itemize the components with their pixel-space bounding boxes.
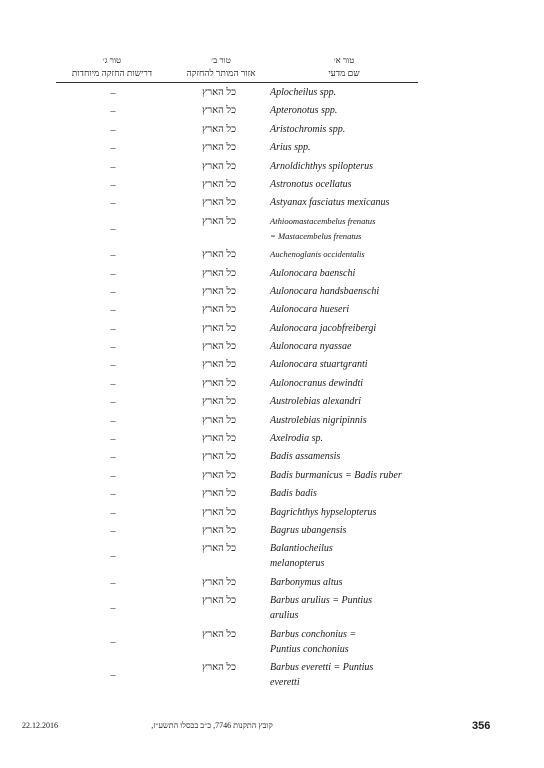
- scientific-name: [270, 505, 430, 520]
- scientific-name-line: Aulonocara jacobfreibergi: [270, 322, 377, 334]
- scientific-name-line: Aulonocara hueseri: [270, 304, 350, 316]
- column-b-title: טור ב׳: [211, 55, 231, 65]
- permitted-area: כל הארץ: [202, 359, 236, 371]
- scientific-name-line: Arius spp.: [270, 142, 311, 154]
- scientific-name-line: Aristochromis spp.: [270, 123, 346, 135]
- permitted-area: כל הארץ: [202, 628, 236, 640]
- special-requirements: –: [110, 124, 116, 136]
- column-b-subtitle: אזור המותר להחזקה: [186, 68, 256, 78]
- table-row: [0, 159, 544, 177]
- scientific-name: [270, 593, 430, 623]
- permitted-area: כל הארץ: [202, 160, 236, 172]
- scientific-name-line: Arnoldichthys spilopterus: [270, 160, 374, 172]
- scientific-name: [270, 627, 430, 657]
- special-requirements: –: [110, 268, 116, 280]
- permitted-area: כל הארץ: [202, 524, 236, 536]
- scientific-name: [270, 195, 430, 210]
- permitted-area: כל הארץ: [202, 249, 236, 261]
- permitted-area: כל הארץ: [202, 197, 236, 209]
- scientific-name-line: = Mastacembelus frenatus: [270, 230, 362, 241]
- permitted-area: כל הארץ: [202, 377, 236, 389]
- table-row: [0, 486, 544, 504]
- permitted-area: כל הארץ: [202, 595, 236, 607]
- scientific-name: [270, 660, 430, 690]
- scientific-name-line: Badis burmanicus = Badis ruber: [270, 469, 402, 481]
- column-a-title: טור א׳: [333, 55, 355, 65]
- table-row: [0, 284, 544, 302]
- table-row: [0, 103, 544, 121]
- permitted-area: כל הארץ: [202, 576, 236, 588]
- scientific-name-line: Aulonocara nyassae: [270, 341, 352, 353]
- permitted-area: כל הארץ: [202, 543, 236, 555]
- scientific-name: [270, 103, 430, 118]
- scientific-name-line: Apteronotus spp.: [270, 105, 338, 117]
- special-requirements: –: [110, 286, 116, 298]
- scientific-name-line: Athioomastacembelus frenatus: [270, 215, 376, 226]
- special-requirements: –: [110, 434, 116, 446]
- special-requirements: –: [110, 161, 116, 173]
- scientific-name: [270, 266, 430, 281]
- table-row: [0, 541, 544, 574]
- permitted-area: כל הארץ: [202, 304, 236, 316]
- permitted-area: כל הארץ: [202, 433, 236, 445]
- table-row: [0, 431, 544, 449]
- permitted-area: כל הארץ: [202, 469, 236, 481]
- table-row: [0, 177, 544, 195]
- scientific-name-line: Barbonymus altus: [270, 576, 343, 588]
- permitted-area: כל הארץ: [202, 142, 236, 154]
- permitted-area: כל הארץ: [202, 661, 236, 673]
- scientific-name: [270, 159, 430, 174]
- scientific-name-line: Bagrichthys hypselopterus: [270, 506, 377, 518]
- table-row: [0, 449, 544, 467]
- scientific-name-line: Aplocheilus spp.: [270, 87, 337, 98]
- special-requirements: –: [110, 143, 116, 155]
- scientific-name: [270, 339, 430, 354]
- scientific-name: [270, 177, 430, 192]
- permitted-area: כל הארץ: [202, 105, 236, 117]
- table-row: [0, 593, 544, 626]
- scientific-name: [270, 85, 430, 100]
- scientific-name-line: Aulonocranus dewindti: [270, 377, 364, 389]
- permitted-area: כל הארץ: [202, 341, 236, 353]
- permitted-area: כל הארץ: [202, 506, 236, 518]
- scientific-name: [270, 122, 430, 137]
- scientific-name-line: Barbus everetti = Puntius: [270, 661, 374, 673]
- scientific-name-line: Aulonocara stuartgranti: [270, 359, 368, 371]
- table-row: [0, 413, 544, 431]
- column-c-subtitle: דרישות החזקה מיוחדות: [71, 68, 153, 78]
- special-requirements: –: [110, 489, 116, 501]
- special-requirements: –: [110, 636, 116, 648]
- table-row: [0, 505, 544, 523]
- permitted-area: כל הארץ: [202, 267, 236, 279]
- special-requirements: –: [110, 250, 116, 262]
- scientific-name: [270, 376, 430, 391]
- table-row: [0, 575, 544, 593]
- scientific-name-line: Bagrus ubangensis: [270, 524, 347, 536]
- special-requirements: –: [110, 342, 116, 354]
- special-requirements: –: [110, 323, 116, 335]
- table-row: [0, 627, 544, 660]
- column-a-subtitle: שם מדעי: [328, 68, 360, 78]
- table-row: [0, 140, 544, 158]
- scientific-name: [270, 413, 430, 428]
- column-a-header: [270, 54, 418, 80]
- scientific-name-line: melanopterus: [270, 558, 325, 570]
- special-requirements: –: [110, 179, 116, 191]
- special-requirements: –: [110, 305, 116, 317]
- scientific-name-line: Barbus arulius = Puntius: [270, 595, 373, 607]
- scientific-name: [270, 284, 430, 299]
- scientific-name-line: Barbus conchonius =: [270, 628, 357, 640]
- scientific-name-line: Astyanax fasciatus mexicanus: [270, 197, 390, 209]
- scientific-name-line: Austrolebias alexandri: [270, 396, 362, 408]
- table-row: [0, 357, 544, 375]
- scientific-name: [270, 140, 430, 155]
- scientific-name-line: Balantiocheilus: [270, 543, 333, 555]
- table-row: [0, 122, 544, 140]
- scientific-name: [270, 302, 430, 317]
- table-row: [0, 376, 544, 394]
- scientific-name-line: arulius: [270, 610, 299, 622]
- special-requirements: –: [110, 360, 116, 372]
- footer-publication: קובץ התקנות 7746, כ״ב בכסלו התשע״ז,: [151, 721, 273, 730]
- special-requirements: –: [110, 88, 116, 99]
- scientific-name: [270, 394, 430, 409]
- special-requirements: –: [110, 198, 116, 210]
- scientific-name: [270, 523, 430, 538]
- table-row: [0, 468, 544, 486]
- scientific-name-line: everetti: [270, 676, 300, 688]
- scientific-name: [270, 468, 430, 483]
- scientific-name-line: Badis badis: [270, 488, 317, 500]
- table-row: [0, 523, 544, 541]
- permitted-area: כל הארץ: [202, 322, 236, 334]
- permitted-area: כל הארץ: [202, 414, 236, 426]
- table-row: [0, 214, 544, 247]
- table-row: [0, 660, 544, 693]
- scientific-name-line: Badis assamensis: [270, 451, 341, 463]
- scientific-name-line: Austrolebias nigripinnis: [270, 414, 367, 426]
- scientific-name: [270, 357, 430, 372]
- table-row: [0, 266, 544, 284]
- column-c-header: [56, 54, 168, 80]
- table-row: [0, 85, 544, 103]
- column-b-header: [178, 54, 264, 80]
- scientific-name-line: Axelrodia sp.: [270, 433, 323, 445]
- scientific-name: [270, 214, 430, 244]
- permitted-area: כל הארץ: [202, 178, 236, 190]
- scientific-name-line: Aulonocara baenschi: [270, 267, 356, 279]
- header-divider: [56, 82, 418, 83]
- permitted-area: כל הארץ: [202, 123, 236, 135]
- table-row: [0, 195, 544, 213]
- page-number: 356: [472, 720, 491, 732]
- special-requirements: –: [110, 577, 116, 589]
- special-requirements: –: [110, 397, 116, 409]
- special-requirements: –: [110, 669, 116, 681]
- special-requirements: –: [110, 415, 116, 427]
- special-requirements: –: [110, 551, 116, 563]
- table-row: [0, 339, 544, 357]
- scientific-name-line: Auchenoglanis occidentalis: [270, 249, 365, 260]
- table-row: [0, 247, 544, 265]
- scientific-name: [270, 431, 430, 446]
- special-requirements: –: [110, 507, 116, 519]
- permitted-area: כל הארץ: [202, 396, 236, 408]
- scientific-name: [270, 575, 430, 590]
- permitted-area: כל הארץ: [202, 285, 236, 297]
- scientific-name: [270, 247, 430, 262]
- footer-date: 22.12.2016: [22, 721, 58, 730]
- permitted-area: כל הארץ: [202, 451, 236, 463]
- species-table: [0, 85, 544, 693]
- scientific-name: [270, 541, 430, 571]
- special-requirements: –: [110, 378, 116, 390]
- table-row: [0, 321, 544, 339]
- scientific-name: [270, 449, 430, 464]
- permitted-area: כל הארץ: [202, 488, 236, 500]
- special-requirements: –: [110, 452, 116, 464]
- scientific-name-line: Puntius conchonius: [270, 643, 349, 655]
- column-c-title: טור ג׳: [102, 55, 122, 65]
- special-requirements: –: [110, 603, 116, 615]
- special-requirements: –: [110, 525, 116, 537]
- scientific-name: [270, 321, 430, 336]
- table-row: [0, 394, 544, 412]
- special-requirements: –: [110, 223, 116, 235]
- scientific-name-line: Aulonocara handsbaenschi: [270, 285, 380, 297]
- table-row: [0, 302, 544, 320]
- special-requirements: –: [110, 470, 116, 482]
- special-requirements: –: [110, 106, 116, 118]
- permitted-area: כל הארץ: [202, 215, 236, 227]
- permitted-area: כל הארץ: [202, 87, 236, 98]
- scientific-name: [270, 486, 430, 501]
- scientific-name-line: Astronotus ocellatus: [270, 178, 352, 190]
